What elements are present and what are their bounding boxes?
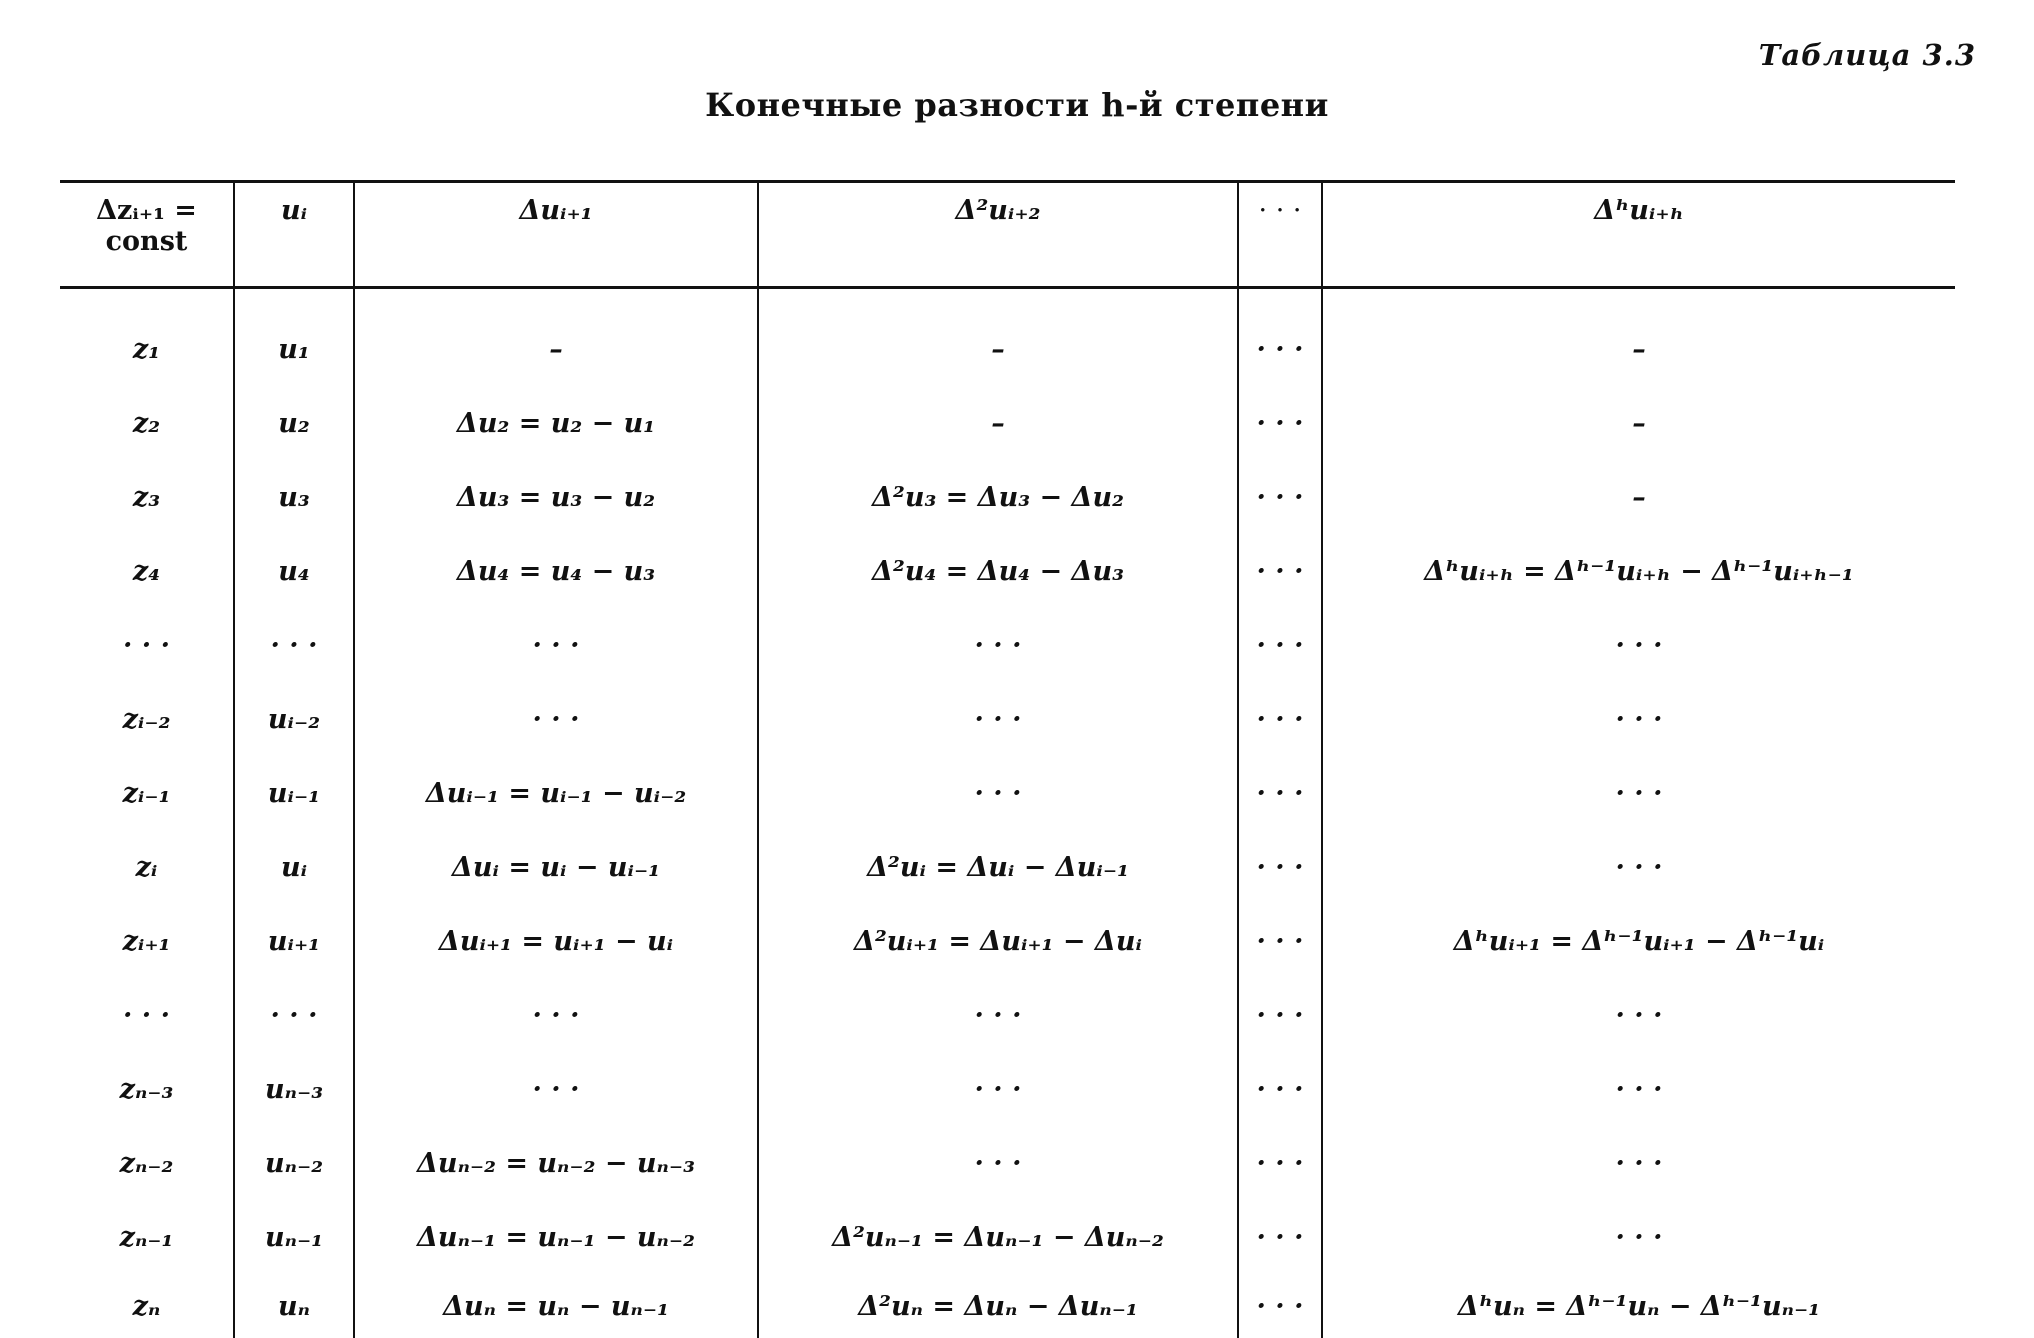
table-row	[60, 904, 1955, 978]
table-row	[60, 756, 1955, 830]
table-cell: u₄	[234, 534, 354, 608]
table-cell: · · ·	[1322, 1126, 1955, 1200]
table-cell: · · ·	[234, 978, 354, 1052]
table-cell: · · ·	[1238, 904, 1322, 978]
table-cell: Δʰuᵢ₊ₕ = Δʰ⁻¹uᵢ₊ₕ − Δʰ⁻¹uᵢ₊ₕ₋₁	[1322, 534, 1955, 608]
table-cell: · · ·	[60, 608, 234, 682]
table-cell: Δʰuᵢ₊₁ = Δʰ⁻¹uᵢ₊₁ − Δʰ⁻¹uᵢ	[1322, 904, 1955, 978]
table-cell: Δuᵢ₋₁ = uᵢ₋₁ − uᵢ₋₂	[354, 756, 758, 830]
table-header	[60, 182, 1955, 288]
table-body	[60, 288, 1955, 1338]
table-cell: · · ·	[1238, 1126, 1322, 1200]
table-cell: uᵢ₊₁	[234, 904, 354, 978]
table-caption: Таблица 3.3	[1759, 38, 1976, 72]
table-cell: uₙ	[234, 1274, 354, 1338]
table-cell: z₂	[60, 386, 234, 460]
header-cell: Δʰuᵢ₊ₕ	[1322, 182, 1955, 288]
table-cell: uₙ₋₃	[234, 1052, 354, 1126]
header-cell: Δuᵢ₊₁	[354, 182, 758, 288]
header-cell: Δ²uᵢ₊₂	[758, 182, 1238, 288]
table-cell: Δ²uᵢ₊₁ = Δuᵢ₊₁ − Δuᵢ	[758, 904, 1238, 978]
table-cell: zᵢ₋₁	[60, 756, 234, 830]
table-cell: · · ·	[758, 1052, 1238, 1126]
header-cell: · · ·	[1238, 182, 1322, 288]
table-cell: · · ·	[1238, 386, 1322, 460]
table-cell: z₃	[60, 460, 234, 534]
table-cell: · · ·	[1238, 460, 1322, 534]
table-title: Конечные разности h-й степени	[0, 86, 2034, 124]
table-cell: –	[758, 288, 1238, 387]
table-cell: · · ·	[1238, 288, 1322, 387]
table-row	[60, 1126, 1955, 1200]
table-cell: · · ·	[1322, 830, 1955, 904]
table-cell: uᵢ₋₁	[234, 756, 354, 830]
table-cell: zₙ	[60, 1274, 234, 1338]
table-row	[60, 386, 1955, 460]
header-cell: uᵢ	[234, 182, 354, 288]
table-cell: · · ·	[1322, 756, 1955, 830]
finite-differences-table	[60, 180, 1955, 1338]
table-cell: Δuₙ₋₂ = uₙ₋₂ − uₙ₋₃	[354, 1126, 758, 1200]
table-cell: · · ·	[758, 608, 1238, 682]
table-cell: · · ·	[1322, 682, 1955, 756]
table-cell: · · ·	[1238, 978, 1322, 1052]
table-cell: zᵢ	[60, 830, 234, 904]
table-cell: · · ·	[354, 608, 758, 682]
table-row	[60, 608, 1955, 682]
table-cell: Δʰuₙ = Δʰ⁻¹uₙ − Δʰ⁻¹uₙ₋₁	[1322, 1274, 1955, 1338]
table-cell: Δ²uₙ₋₁ = Δuₙ₋₁ − Δuₙ₋₂	[758, 1200, 1238, 1274]
table-cell: Δuᵢ₊₁ = uᵢ₊₁ − uᵢ	[354, 904, 758, 978]
table-cell: · · ·	[354, 682, 758, 756]
table-row	[60, 288, 1955, 387]
table-cell: –	[1322, 460, 1955, 534]
table-cell: · · ·	[758, 978, 1238, 1052]
table-cell: Δ²uᵢ = Δuᵢ − Δuᵢ₋₁	[758, 830, 1238, 904]
table-cell: –	[354, 288, 758, 387]
table-cell: zₙ₋₁	[60, 1200, 234, 1274]
table-row	[60, 460, 1955, 534]
table-cell: · · ·	[1238, 534, 1322, 608]
table-cell: zₙ₋₂	[60, 1126, 234, 1200]
table-cell: Δuₙ = uₙ − uₙ₋₁	[354, 1274, 758, 1338]
table-cell: · · ·	[1322, 608, 1955, 682]
table-cell: · · ·	[234, 608, 354, 682]
table-cell: –	[758, 386, 1238, 460]
table-cell: · · ·	[354, 978, 758, 1052]
table-row	[60, 1052, 1955, 1126]
table-cell: · · ·	[1238, 830, 1322, 904]
table-cell: Δ²u₄ = Δu₄ − Δu₃	[758, 534, 1238, 608]
table-cell: uᵢ₋₂	[234, 682, 354, 756]
table-cell: · · ·	[1322, 1052, 1955, 1126]
table-cell: zₙ₋₃	[60, 1052, 234, 1126]
table-cell: uₙ₋₁	[234, 1200, 354, 1274]
table-cell: z₄	[60, 534, 234, 608]
table-cell: Δuᵢ = uᵢ − uᵢ₋₁	[354, 830, 758, 904]
table-cell: · · ·	[758, 756, 1238, 830]
table-cell: · · ·	[60, 978, 234, 1052]
table-cell: Δu₃ = u₃ − u₂	[354, 460, 758, 534]
table-cell: Δu₄ = u₄ − u₃	[354, 534, 758, 608]
table-cell: · · ·	[354, 1052, 758, 1126]
table-cell: · · ·	[1238, 682, 1322, 756]
table-row	[60, 978, 1955, 1052]
table-cell: Δuₙ₋₁ = uₙ₋₁ − uₙ₋₂	[354, 1200, 758, 1274]
table-row	[60, 682, 1955, 756]
table-cell: uₙ₋₂	[234, 1126, 354, 1200]
table-cell: z₁	[60, 288, 234, 387]
table-cell: –	[1322, 288, 1955, 387]
table-row	[60, 1200, 1955, 1274]
table-cell: · · ·	[1238, 1052, 1322, 1126]
table-cell: Δ²uₙ = Δuₙ − Δuₙ₋₁	[758, 1274, 1238, 1338]
table-cell: –	[1322, 386, 1955, 460]
table-cell: zᵢ₋₂	[60, 682, 234, 756]
header-cell: Δzᵢ₊₁ = const	[60, 182, 234, 288]
table-cell: zᵢ₊₁	[60, 904, 234, 978]
table-row	[60, 534, 1955, 608]
table-cell: · · ·	[1322, 978, 1955, 1052]
table-cell: u₃	[234, 460, 354, 534]
table-cell: · · ·	[1238, 1200, 1322, 1274]
table-cell: u₂	[234, 386, 354, 460]
table-cell: · · ·	[1238, 756, 1322, 830]
table-cell: Δu₂ = u₂ − u₁	[354, 386, 758, 460]
header-row	[60, 182, 1955, 288]
table-cell: uᵢ	[234, 830, 354, 904]
table-cell: · · ·	[1322, 1200, 1955, 1274]
table-cell: Δ²u₃ = Δu₃ − Δu₂	[758, 460, 1238, 534]
table-cell: · · ·	[758, 682, 1238, 756]
table-cell: u₁	[234, 288, 354, 387]
table-row	[60, 1274, 1955, 1338]
table-cell: · · ·	[758, 1126, 1238, 1200]
table-row	[60, 830, 1955, 904]
table-cell: · · ·	[1238, 608, 1322, 682]
table-cell: · · ·	[1238, 1274, 1322, 1338]
